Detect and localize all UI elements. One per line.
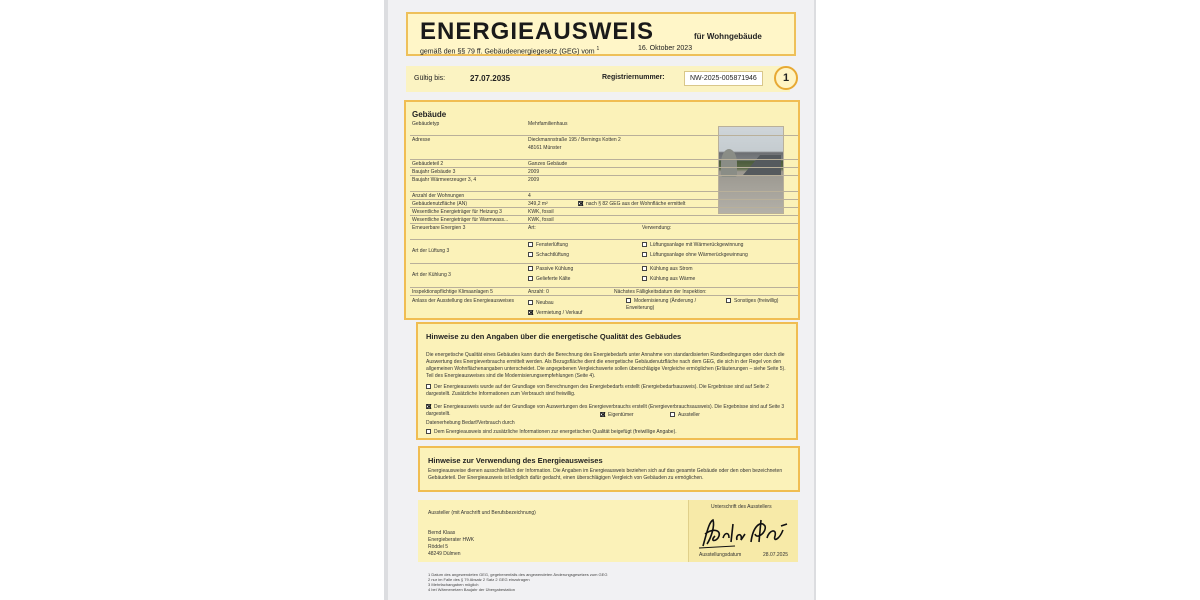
checkbox[interactable]: [642, 242, 647, 247]
checkbox[interactable]: [426, 384, 431, 389]
valid-until-date: 27.07.2035: [470, 74, 511, 83]
usage-notes-section: [418, 446, 800, 492]
certificate-header: [406, 12, 796, 56]
table-row: Gebäudetyp Mehrfamilienhaus: [410, 120, 798, 136]
consumption-option: Der Energieausweis wurde auf der Grundlage von Auswertungen des Energieverbrauchs erstellt (Energieverbrauchsausweis). Die Ergebnisse sind auf Seite 3 dargestellt.: [426, 404, 785, 417]
quality-notes-section: [416, 322, 798, 440]
quality-notes-text: Die energetische Qualität eines Gebäudes kann durch die Berechnung des Energiebedarfs unter Annahme von standardisierten Randbedingungen oder durch die Auswertung des Energieverbrauchs ermittelt werden. Als Bezugsfläche dient die energetische Gebäudenutzfläche nach dem GEG, die sich in der Regel von den allgemeinen Wohnflächenangaben unterscheidet. Die angegebenen Vergleichswerte sollen überschlägige Vergleiche ermöglichen (Erläuterungen – siehe Seite 5). Teil des Energieausweises sind die Modernisierungsempfehlungen (Seite 4).: [426, 352, 786, 379]
table-row: Wesentliche Energieträger für Warmwass... KWK, fossil: [410, 216, 798, 224]
validity-bar: [406, 66, 790, 92]
ventilation-row: Art der Lüftung 3 Fensterlüftung Schachtlüftung Lüftungsanlage mit Wärmerückgewinnung Lüftungsanlage ohne Wärmerückgewinnung: [410, 240, 798, 264]
issuer-option: Aussteller: [670, 412, 700, 418]
table-row: Anzahl der Wohnungen 4: [410, 192, 798, 200]
signature-box: [688, 500, 798, 562]
checkbox[interactable]: [528, 252, 533, 257]
checkbox[interactable]: [528, 266, 533, 271]
checkbox[interactable]: [528, 276, 533, 281]
checkbox[interactable]: [642, 266, 647, 271]
registration-label: Registriernummer:: [602, 74, 665, 81]
energy-certificate-page: [388, 0, 814, 600]
building-data-table: [410, 120, 798, 320]
quality-notes-title: Hinweise zu den Angaben über die energetische Qualität des Gebäudes: [426, 332, 682, 341]
page-number-badge: 1: [774, 66, 798, 90]
issuer-label: Aussteller (mit Anschrift und Berufsbezeichnung): [428, 510, 536, 516]
table-row: Gebäudenutzfläche (AN) 349,2 m² nach § 82 GEG aus der Wohnfläche ermittelt: [410, 200, 798, 208]
checkbox[interactable]: [528, 242, 533, 247]
demand-option: Der Energieausweis wurde auf der Grundlage von Berechnungen des Energiebedarfs erstellt (Energiebedarfsausweis). Die Ergebnisse sind auf Seite 2 dargestellt. Zusätzliche Informationen zum Verbrauch sind freiwillig.: [426, 384, 769, 397]
law-date: 16. Oktober 2023: [638, 45, 693, 52]
building-section-title: Gebäude: [412, 110, 447, 119]
owner-option: Eigentümer: [600, 412, 634, 418]
inspection-row: Inspektionspflichtige Klimaanlagen 5 Anzahl: 0 Nächstes Fälligkeitsdatum der Inspektion:: [410, 288, 798, 296]
table-row: Baujahr Gebäude 3 2009: [410, 168, 798, 176]
checkbox[interactable]: [426, 429, 431, 434]
building-section: [404, 100, 800, 320]
checkbox[interactable]: [642, 252, 647, 257]
checkbox[interactable]: [670, 412, 675, 417]
occasion-row: Anlass der Ausstellung des Energieausweises Neubau Vermietung / Verkauf Modernisierung (Änderung / Erweiterung) Sonstiges (freiwillig): [412, 298, 779, 316]
checkbox-checked[interactable]: [426, 404, 431, 409]
signature-label: Unterschrift des Ausstellers: [711, 504, 772, 510]
photo-background: [384, 0, 816, 600]
issue-date-label: Ausstellungsdatum: [699, 552, 742, 558]
issue-date: 28.07.2025: [763, 552, 789, 558]
document-title: ENERGIEAUSWEIS: [420, 18, 655, 45]
issuer-section: [418, 500, 798, 562]
table-row: Erneuerbare Energien 3 Art: Verwendung:: [410, 224, 798, 240]
footnotes: 1 Datum des angewendeten GEG, gegebenenfalls des angewendeten Änderungsgesetzes zum GEG 2 nur im Falle des § 79 Absatz 2 Satz 2 GEG einzutragen 3 Mehrfachangaben möglich 4 bei Wärmenetzen Baujahr der Übergabestation: [428, 572, 608, 592]
handwritten-signature: [695, 512, 795, 552]
law-reference: gemäß den §§ 79 ff. Gebäudeenergiegesetz (GEG) vom $^1$: [420, 46, 600, 56]
table-row: Adresse Dieckmannstraße 195 / Bernings Kotten 2 48161 Münster: [410, 136, 798, 160]
checkbox[interactable]: [642, 276, 647, 281]
checkbox-checked[interactable]: [578, 201, 583, 206]
checkbox[interactable]: [626, 298, 631, 303]
usage-notes-text: Energieausweise dienen ausschließlich der Information. Die Angaben im Energieausweis beziehen sich auf das gesamte Gebäude oder den oben bezeichneten Gebäudeteil. Der Energieausweis ist lediglich dafür gedacht, einen überschlägigen Vergleich von Gebäuden zu ermöglichen.: [428, 468, 783, 481]
checkbox[interactable]: [528, 300, 533, 305]
data-collection-label: Datenerhebung Bedarf/Verbrauch durch: [426, 420, 515, 426]
issuer-address: Bernd Klaas Energieberater HWK Röddel 5 48249 Dülmen: [428, 530, 475, 557]
cooling-row: Art der Kühlung 3 Passive Kühlung Gelieferte Kälte Kühlung aus Strom Kühlung aus Wärme: [410, 264, 798, 288]
valid-until-label: Gültig bis:: [414, 75, 446, 82]
document-subtitle: für Wohngebäude: [694, 32, 762, 41]
registration-number: NW-2025-005871946: [684, 71, 763, 86]
additional-info-option: Dem Energieausweis sind zusätzliche Informationen zur energetischen Qualität beigefügt (freiwillige Angabe).: [426, 429, 677, 435]
usage-notes-title: Hinweise zur Verwendung des Energieausweises: [428, 456, 603, 465]
table-row: Baujahr Wärmeerzeuger 3, 4 2009: [410, 176, 798, 192]
table-row: Gebäudeteil 2 Ganzes Gebäude: [410, 160, 798, 168]
table-row: Wesentliche Energieträger für Heizung 3 KWK, fossil: [410, 208, 798, 216]
checkbox[interactable]: [726, 298, 731, 303]
checkbox-checked[interactable]: [528, 310, 533, 315]
checkbox-checked[interactable]: [600, 412, 605, 417]
